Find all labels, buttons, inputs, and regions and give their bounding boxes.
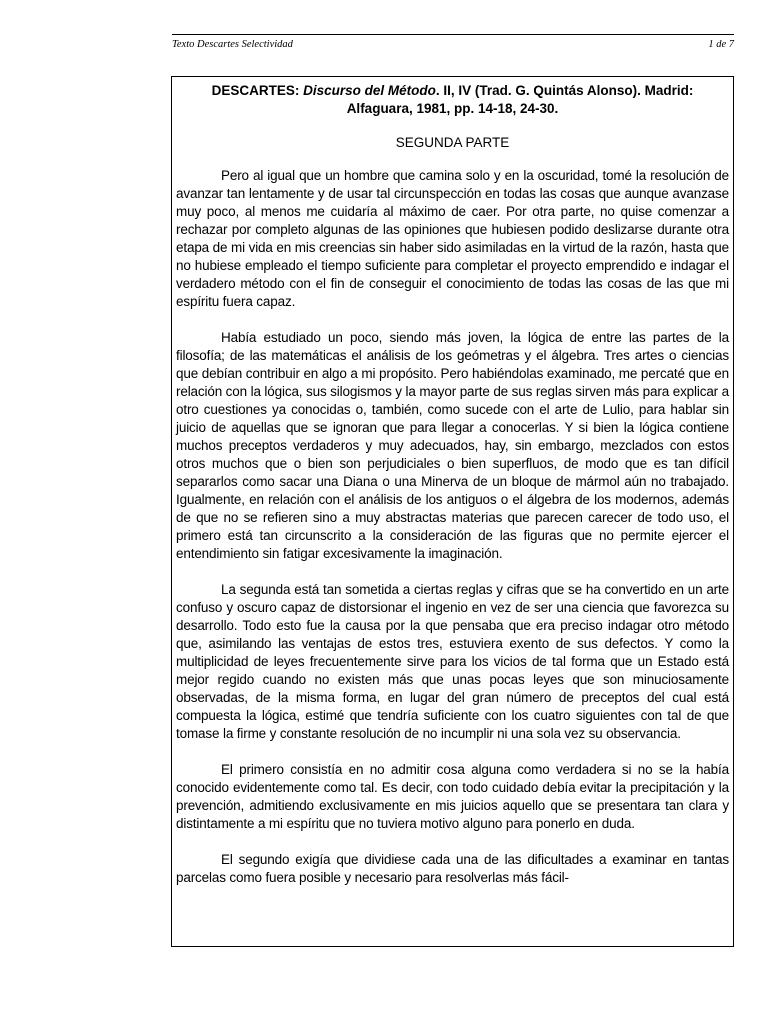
citation-heading [190,82,715,118]
citation-work-title: Discurso del Método [303,83,436,98]
header-doc-title: Texto Descartes Selectividad [172,39,293,50]
paragraph: El primero consistía en no admitir cosa alguna como verdadera si no se la había conocido evidentemente como tal. Es decir, con todo cuidado debía evitar la precipitación y la prevención, admitiendo exclusivamente en mis juicios aquello que se presentara tan clara y distintamente a mi espíritu que no tuviera motivo alguno para ponerlo en duda. [176,762,729,831]
paragraph: Pero al igual que un hombre que camina solo y en la oscuridad, tomé la resolución de avanzar tan lentamente y de usar tal circunspección en todas las cosas que aunque avanzase muy poco, al menos me cuidaría al máximo de caer. Por otra parte, no quise comenzar a rechazar por completo algunas de las opiniones que hubiesen podido deslizarse durante otra etapa de mi vida en mis creencias sin haber sido asimiladas en la virtud de la razón, hasta que no hubiese empleado el tiempo suficiente para completar el proyecto emprendido e indagar el verdadero método con el fin de conseguir el conocimiento de todas las cosas de las que mi espíritu fuera capaz. [176,168,729,309]
citation-details: . II, IV (Trad. G. Quintás Alonso). Madrid: Alfaguara, 1981, pp. 14-18, 24-30. [346,83,694,116]
header-page-indicator: 1 de 7 [708,39,734,50]
paragraph: El segundo exigía que dividiese cada una de las dificultades a examinar en tantas parcelas como fuera posible y necesario para resolverlas más fácil- [176,852,729,885]
page-header [172,34,734,55]
paragraph: La segunda está tan sometida a ciertas reglas y cifras que se ha convertido en un arte confuso y oscuro capaz de distorsionar el ingenio en vez de ser una ciencia que favorezca su desarrollo. Todo esto fue la causa por la que pensaba que era preciso indagar otro método que, asimilando las ventajas de estos tres, estuviera exento de sus defectos. Y como la multiplicidad de leyes frecuentemente sirve para los vicios de tal forma que un Estado está mejor regido cuando no existen más que unas pocas leyes que son minuciosamente observadas, de la misma forma, en lugar del gran número de preceptos del cual está compuesta la lógica, estimé que tendría suficiente con los cuatro siguientes con tal de que tomase la firme y constante resolución de no incumplir ni una sola vez su observancia. [176,582,729,741]
citation-author: DESCARTES: [211,83,300,98]
paragraph: Había estudiado un poco, siendo más joven, la lógica de entre las partes de la filosofía; de las matemáticas el análisis de los geómetras y el álgebra. Tres artes o ciencias que debían contribuir en algo a mi propósito. Pero habiéndolas examinado, me percaté que en relación con la lógica, sus silogismos y la mayor parte de sus reglas sirven más para explicar a otro cuestiones ya conocidas o, también, como sucede con el arte de Lulio, para hablar sin juicio de aquellas que se ignoran que para llegar a conocerlas. Y si bien la lógica contiene muchos preceptos verdaderos y muy adecuados, hay, sin embargo, mezclados con estos otros muchos que o bien son perjudiciales o bien superfluos, de modo que es tan difícil separarlos como sacar una Diana o una Minerva de un bloque de mármol aún no trabajado. Igualmente, en relación con el análisis de los antiguos o el álgebra de los modernos, además de que no se refieren sino a muy abstractas materias que parecen carecer de todo uso, el primero está tan circunscrito a la consideración de las figuras que no permite ejercer el entendimiento sin fatigar excesivamente la imaginación. [176,330,729,561]
text-frame [171,76,734,947]
section-title: SEGUNDA PARTE [395,135,510,150]
